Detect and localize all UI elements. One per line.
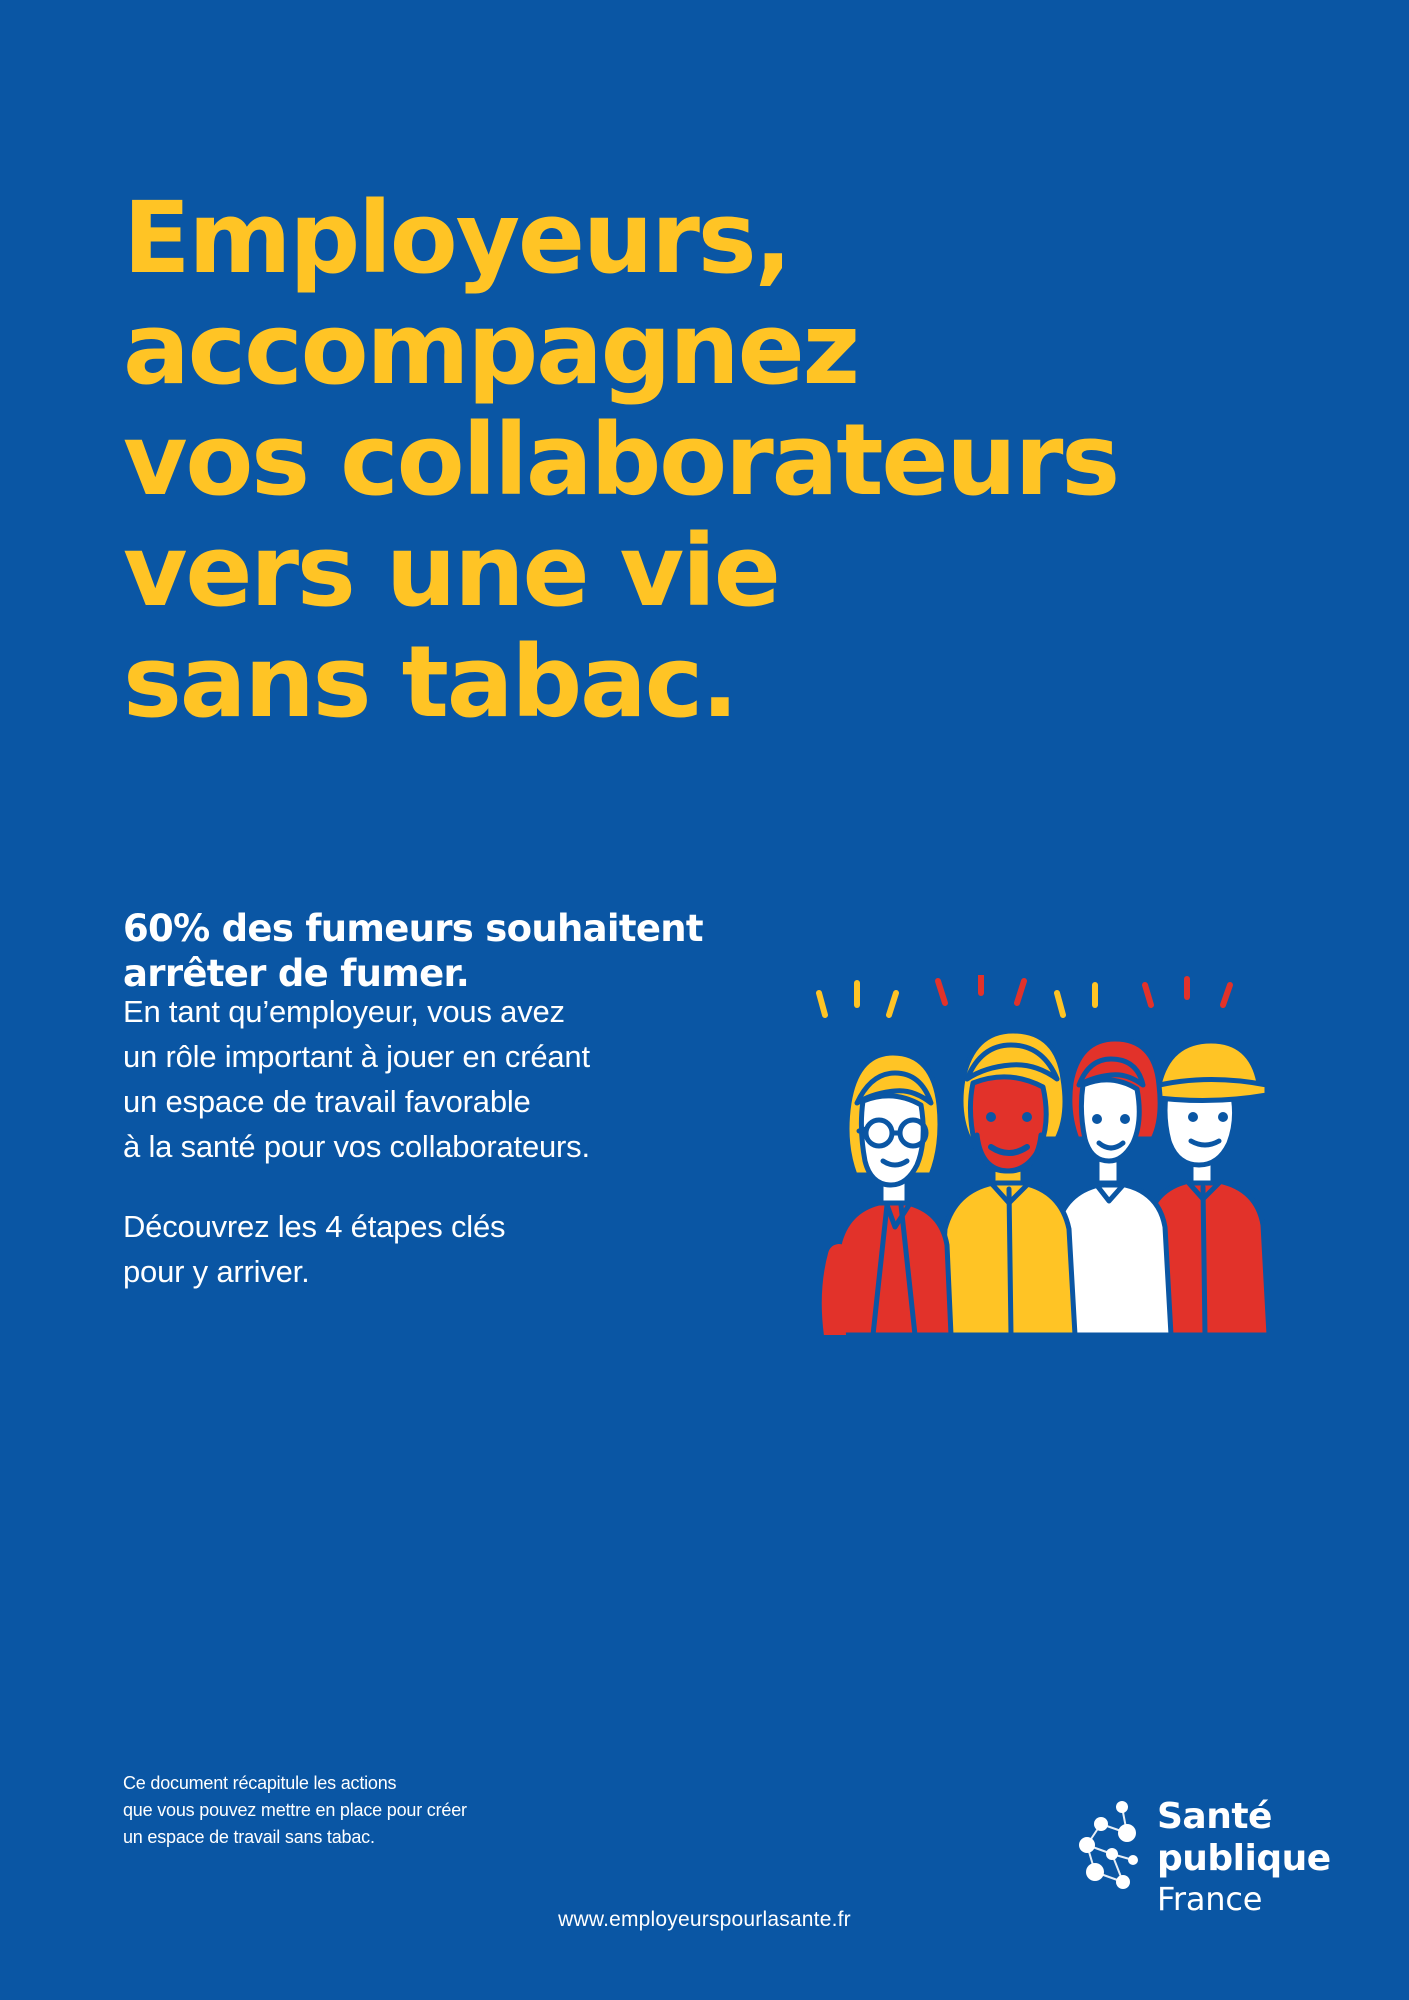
subheading-line-1: 60% des fumeurs souhaitent <box>123 906 703 950</box>
body-paragraph-1-line-3: un espace de travail favorable <box>123 1083 531 1119</box>
headline-line-4: vers une vie <box>123 513 779 629</box>
page-title <box>123 181 1303 740</box>
footnote <box>123 1770 643 1851</box>
logo-wordmark <box>1157 1796 1331 1919</box>
footnote-line-2: que vous pouvez mettre en place pour créer <box>123 1800 467 1820</box>
body-paragraph-1 <box>123 990 803 1170</box>
santé-publique-france-logo <box>1075 1790 1331 1918</box>
body-paragraph-2-line-1: Découvrez les 4 étapes clés <box>123 1209 506 1244</box>
body-paragraph-1-line-1: En tant qu’employeur, vous avez <box>123 994 565 1029</box>
body-paragraph-2-line-2: pour y arriver. <box>123 1253 310 1289</box>
logo-line-3: France <box>1157 1879 1263 1918</box>
footnote-line-1: Ce document récapitule les actions <box>123 1773 397 1793</box>
four-workers-illustration <box>795 975 1305 1335</box>
footnote-line-3: un espace de travail sans tabac. <box>123 1827 375 1847</box>
logo-line-1: Santé <box>1157 1796 1272 1837</box>
logo-dots-icon <box>1075 1798 1145 1893</box>
subheading-line-2: arrêter de fumer. <box>123 951 470 995</box>
headline-line-2: accompagnez <box>123 292 858 408</box>
body-paragraph-2 <box>123 1205 803 1295</box>
body-paragraph-1-line-4: à la santé pour vos collaborateurs. <box>123 1128 590 1164</box>
body-paragraph-1-line-2: un rôle important à jouer en créant <box>123 1038 590 1074</box>
logo-line-2: publique <box>1157 1838 1331 1880</box>
headline-line-1: Employeurs, <box>123 181 790 297</box>
headline-line-3: vos collaborateurs <box>123 403 1118 519</box>
subheading <box>123 906 783 996</box>
headline-line-5: sans tabac. <box>123 624 737 740</box>
website-url[interactable]: www.employeurspourlasante.fr <box>558 1908 851 1931</box>
